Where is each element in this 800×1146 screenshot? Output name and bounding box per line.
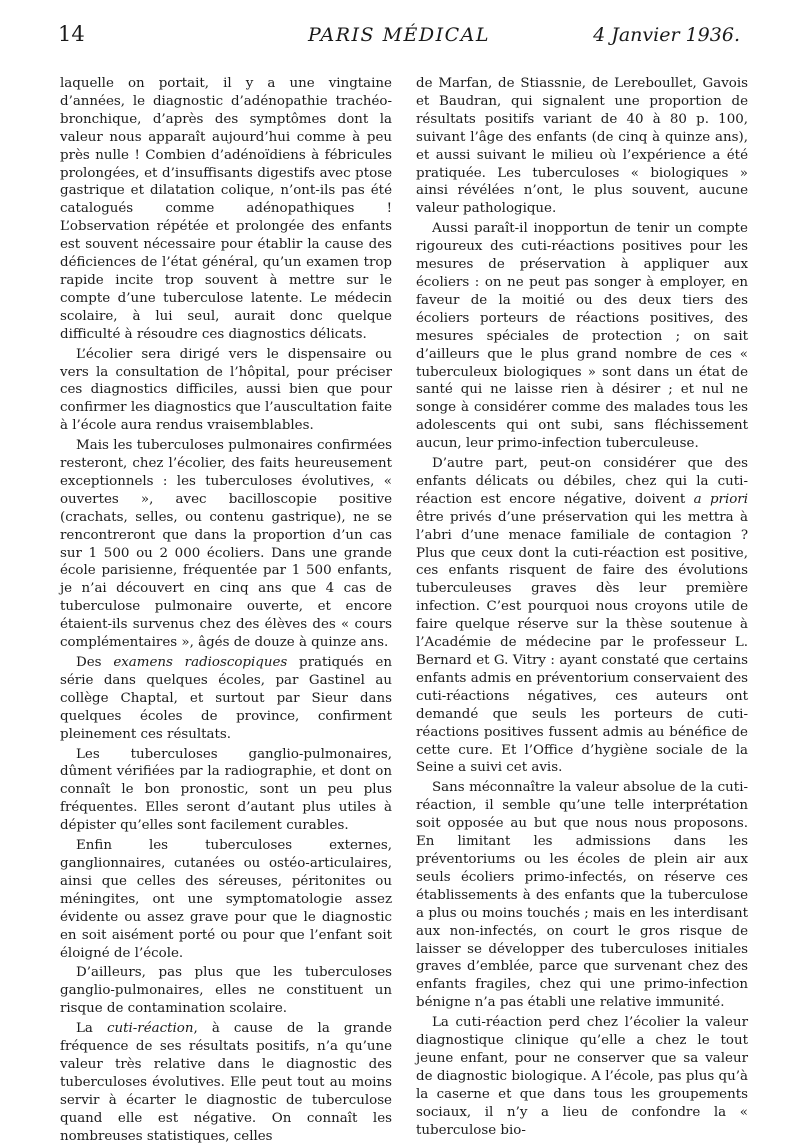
italic-term: examens radioscopiques	[113, 655, 288, 670]
text-run: , à cause de la grande fréquence de ses résultats positifs, n’a qu’une valeur très relative dans le diagnostic des tuberculoses évolutives. Elle peut tout au moins servir à écarter le diagnostic de tuberculose quand elle est négative. On connaît les nombreuses statistiques, celles	[60, 1021, 392, 1144]
issue-date: 4 Janvier 1936.	[593, 24, 740, 46]
paragraph: Sans méconnaître la valeur absolue de la cuti-réaction, il semble qu’une telle interprétation soit opposée au but que nous nous proposons. En limitant les admissions dans les préventoriums ou les écoles de plein air aux seuls écoliers primo-infectés, on réserve ces établissements à des enfants que la tuberculose a plus ou moins touchés ; mais en les interdisant aux non-infectés, on court le gros risque de laisser se développer des tuberculoses initiales graves d’emblée, parce que survenant chez des enfants fragiles, chez qui une primo-infection bénigne n’a pas établi une relative immunité.	[416, 780, 748, 1011]
text-run: D’autre part, peut-on considérer que des enfants délicats ou débiles, chez qui la cuti-réaction est encore négative, doivent	[416, 456, 748, 507]
paragraph: La cuti-réaction perd chez l’écolier la valeur diagnostique clinique qu’elle a chez le tout jeune enfant, pour ne conserver que sa valeur de diagnostic biologique. A l’école, pas plus qu’à la caserne et que dans tous les groupements sociaux, il n’y a lieu de confondre la « tuberculose bio-	[416, 1015, 748, 1138]
paragraph: Les tuberculoses ganglio-pulmonaires, dûment vérifiées par la radiographie, et dont on connaît le bon pronostic, sont un peu plus fréquentes. Elles seront d’autant plus utiles à dépister qu’elles sont facilement curables.	[60, 746, 392, 834]
right-column	[416, 75, 748, 1139]
paragraph: de Marfan, de Stiassnie, de Lereboullet, Gavois et Baudran, qui signalent une proportion de résultats positifs variant de 40 à 80 p. 100, suivant l’âge des enfants (de cinq à quinze ans), et aussi suivant le milieu où l’expérience a été pratiquée. Les tuberculoses « biologiques » ainsi révélées n’ont, le plus souvent, aucune valeur pathologique.	[416, 76, 748, 217]
text-run: être privés d’une préservation qui les mettra à l’abri d’une menace familiale de contagion ? Plus que ceux dont la cuti-réaction est positive, ces enfants risquent de faire des évolutions tuberculeuses graves dès leur première infection. C’est pourquoi nous croyons utile de faire quelque réserve sur la thèse soutenue à l’Académie de médecine par le professeur L. Bernard et G. Vitry : ayant constaté que certains enfants admis en préventorium conservaient des cuti-réactions négatives, ces auteurs ont demandé que seuls les porteurs de cuti-réactions positives fussent admis au bénéfice de cette cure. Et l’Office d’hygiène sociale de la Seine a suivi cet avis.	[416, 509, 748, 776]
italic-term: cuti-réaction	[107, 1021, 194, 1037]
paragraph: L’écolier sera dirigé vers le dispensaire ou vers la consultation de l’hôpital, pour préciser ces diagnostics difficiles, aussi bien que pour confirmer les diagnostics que l’auscultation faite à l’école aura rendus vraisemblables.	[60, 346, 392, 434]
paragraph	[60, 654, 392, 744]
page-number: 14	[58, 22, 85, 46]
text-run: pratiqués en série dans quelques écoles, par Gastinel au collège Chaptal, et surtout par Sieur dans quelques écoles de province, confirment pleinement ces résultats.	[60, 655, 392, 742]
italic-term: a priori	[693, 491, 748, 507]
journal-title: PARIS MÉDICAL	[307, 24, 491, 46]
paragraph	[416, 455, 748, 777]
paragraph: Aussi paraît-il inopportun de tenir un compte rigoureux des cuti-réactions positives pour les mesures de préservation à appliquer aux écoliers : on ne peut pas songer à employer, en faveur de la moitié ou des deux tiers des écoliers porteurs de réactions positives, des mesures spéciales de protection ; on sait d’ailleurs que le plus grand nombre de ces « tuberculeux biologiques » sont dans un état de santé qui ne laisse rien à désirer ; et nul ne songe à considérer comme des malades tous les adolescents qui ont subi, sans fléchissement aucun, leur primo-infection tuberculeuse.	[416, 221, 748, 452]
paragraph: laquelle on portait, il y a une vingtaine d’années, le diagnostic d’adénopathie trachéo-bronchique, d’après des symptômes dont la valeur nous apparaît aujourd’hui comme à peu près nulle ! Combien d’adénoïdiens à fébricules prolongées, et d’insuffisants digestifs avec ptose gastrique et dilatation colique, n’ont-ils pas été catalogués comme adénopathiques ! L’observation répétée et prolongée des enfants est souvent nécessaire pour établir la cause des déficiences de l’état général, qu’un examen trop rapide incite trop souvent à mettre sur le compte d’une tuberculose latente. Le médecin scolaire, à lui seul, aurait donc quelque difficulté à résoudre ces diagnostics délicats.	[60, 76, 392, 342]
page-header	[58, 20, 740, 50]
paragraph: D’ailleurs, pas plus que les tuberculoses ganglio-pulmonaires, elles ne constituent un risque de contamination scolaire.	[60, 965, 392, 1017]
paragraph: Mais les tuberculoses pulmonaires confirmées resteront, chez l’écolier, des faits heureusement exceptionnels : les tuberculoses évolutives, « ouvertes », avec bacilloscopie positive (crachats, selles, ou contenu gastrique), ne se rencontreront que dans la proportion d’un cas sur 1 500 ou 2 000 écoliers. Dans une grande école parisienne, fréquentée par 1 500 enfants, je n’ai découvert en cinq ans que 4 cas de tuberculose pulmonaire ouverte, et encore étaient-ils survenus chez des élèves des « cours complémentaires », âgés de douze à quinze ans.	[60, 438, 392, 651]
left-column	[60, 75, 392, 1145]
text-run: Des	[76, 655, 102, 670]
paragraph: Enfin les tuberculoses externes, ganglionnaires, cutanées ou ostéo-articulaires, ainsi que celles des séreuses, péritonites ou méningites, ont une symptomatologie assez évidente ou assez grave pour que le diagnostic en soit aisément porté ou pour que l’enfant soit éloigné de l’école.	[60, 838, 392, 961]
paragraph	[60, 1020, 392, 1145]
text-run: La	[76, 1021, 93, 1037]
